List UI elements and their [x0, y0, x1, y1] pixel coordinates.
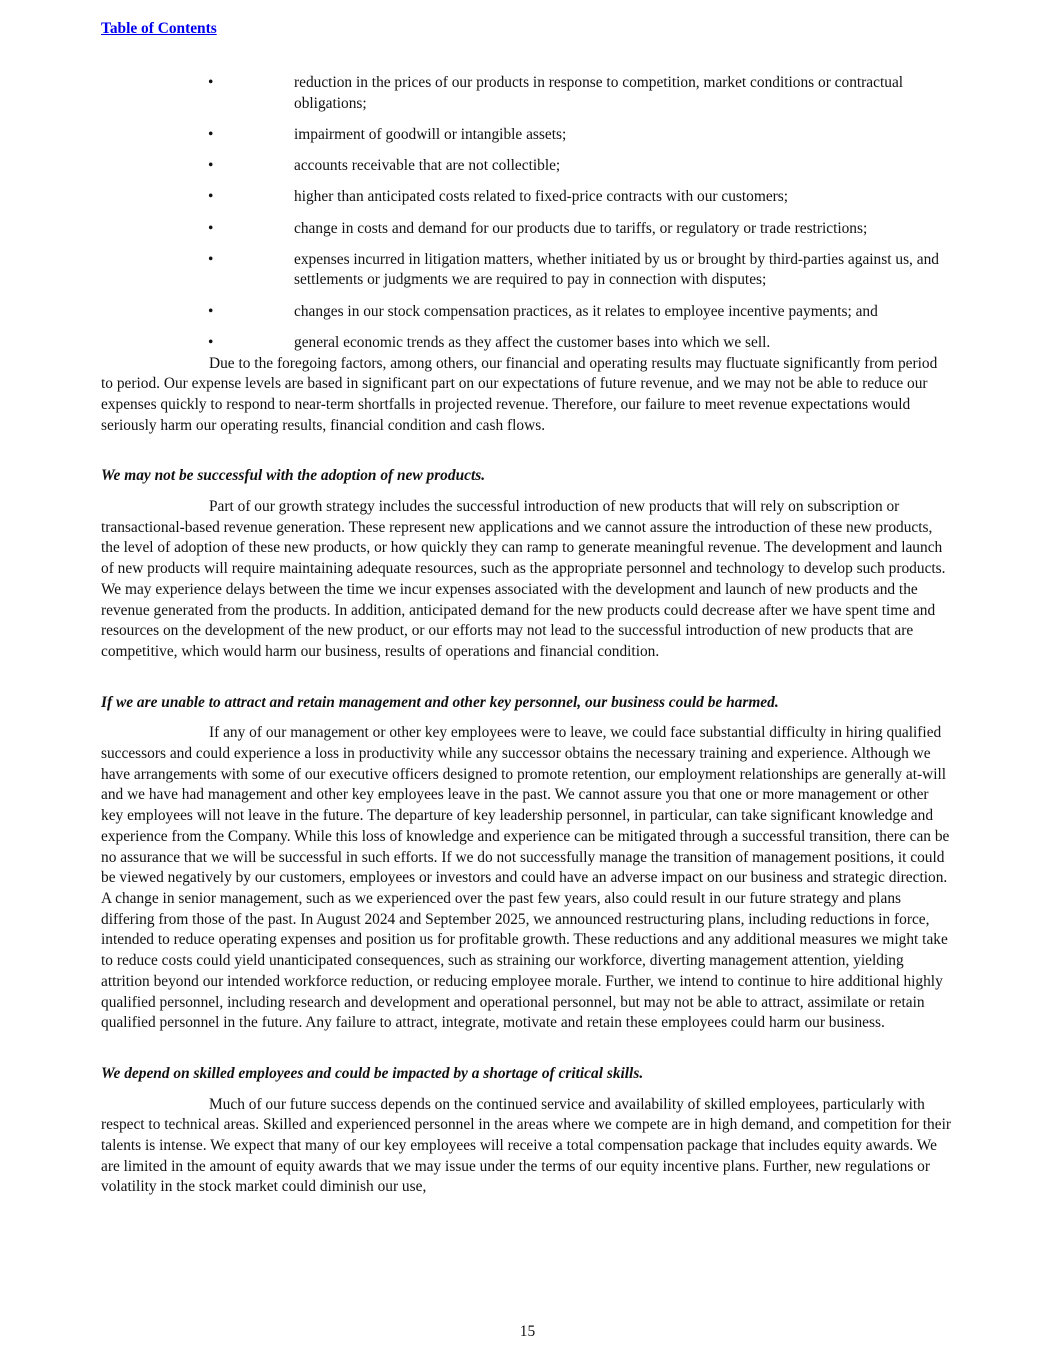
- list-item-text: accounts receivable that are not collectible;: [294, 157, 561, 175]
- list-item: [101, 302, 953, 323]
- list-item: [101, 73, 953, 114]
- bullet-icon: •: [208, 74, 214, 91]
- intro-paragraph: Due to the foregoing factors, among others, our financial and operating results may fluctuate significantly from period to period. Our expense levels are based in significant part on our expectations of future revenue, and we may not be able to reduce our expenses quickly to respond to near-term shortfalls in projected revenue. Therefore, our failure to meet revenue expectations would seriously harm our operating results, financial condition and cash flows.: [101, 354, 938, 434]
- list-item: [101, 125, 953, 146]
- bullet-icon: •: [208, 219, 214, 237]
- list-item-text: impairment of goodwill or intangible assets;: [294, 125, 567, 143]
- list-item-text: general economic trends as they affect the customer bases into which we sell.: [294, 333, 771, 351]
- list-item-text: higher than anticipated costs related to fixed-price contracts with our customers;: [294, 188, 789, 206]
- document-body: [101, 73, 953, 1198]
- list-item: [101, 156, 953, 177]
- table-of-contents-link[interactable]: Table of Contents: [101, 20, 217, 37]
- section-body-skilled-employees: Much of our future success depends on the continued service and availability of skilled employees, particularly with respect to technical areas. Skilled and experienced personnel in the areas where we compete are in high demand, and competition for their talents is intense. We expect that many of our key employees will receive a total compensation package that includes equity awards. We are limited in the amount of equity awards that we may issue under the terms of our equity incentive plans. Further, new regulations or volatility in the stock market could diminish our use,: [101, 1095, 951, 1196]
- list-item-text: expenses incurred in litigation matters, whether initiated by us or brought by third-parties against us, and settlements or judgments we are required to pay in connection with disputes;: [294, 250, 939, 289]
- section-heading-skilled-employees: We depend on skilled employees and could be impacted by a shortage of critical skills.: [101, 1064, 644, 1082]
- list-item: [101, 219, 953, 240]
- bullet-icon: •: [208, 125, 214, 143]
- bullet-icon: •: [208, 157, 214, 175]
- list-item-text: reduction in the prices of our products in response to competition, market conditions or contractual obligations;: [294, 74, 904, 112]
- section-heading-key-personnel: If we are unable to attract and retain management and other key personnel, our business could be harmed.: [101, 693, 779, 711]
- section-body-new-products: Part of our growth strategy includes the successful introduction of new products that will rely on subscription or transactional-based revenue generation. These represent new applications and we cannot assure the introduction of these new products, the level of adoption of these new products, or how quickly they can ramp to generate meaningful revenue. The development and launch of new products will require maintaining adequate resources, such as the appropriate personnel and technology to develop such products. We may experience delays between the time we incur expenses associated with the development and launch of new products and the revenue generated from the products. In addition, anticipated demand for the new products could decrease after we have spent time and resources on the development of the new product, or our efforts may not lead to the successful introduction of new products that are competitive, which would harm our business, results of operations and financial condition.: [101, 498, 946, 660]
- risk-factor-bullet-list: [101, 73, 953, 354]
- list-item-text: change in costs and demand for our products due to tariffs, or regulatory or trade restrictions;: [294, 219, 868, 237]
- section-body-key-personnel: If any of our management or other key employees were to leave, we could face substantial difficulty in hiring qualified successors and could experience a loss in productivity while any successor obtains the necessary training and experience. Although we have arrangements with some of our executive officers designed to promote retention, our employment relationships are generally at-will and we have had management and other key employees leave in the past. We cannot assure you that one or more management or other key employees will not leave in the future. The departure of key leadership personnel, in particular, can take significant knowledge and experience from the Company. While this loss of knowledge and experience can be mitigated through a successful transition, there can be no assurance that we will be successful in such efforts. If we do not successfully manage the transition of management positions, it could be viewed negatively by our customers, employees or investors and could have an adverse impact on our business and strategic direction. A change in senior management, such as we experienced over the past few years, also could result in our future strategy and plans differing from those of the past. In August 2024 and September 2025, we announced restructuring plans, including reductions in force, intended to reduce operating expenses and position us for profitable growth. These reductions and any additional measures we might take to reduce costs could yield unanticipated consequences, such as straining our workforce, diverting management attention, yielding attrition beyond our intended workforce reduction, or reducing employee morale. Further, we intend to continue to hire additional highly qualified personnel, including research and development and operational personnel, but may not be able to attract, assimilate or retain qualified personnel in the future. Any failure to attract, integrate, motivate and retain these employees could harm our business.: [101, 724, 950, 1032]
- list-item: [101, 187, 953, 208]
- list-item: [101, 333, 953, 354]
- list-item: [101, 250, 953, 291]
- bullet-icon: •: [208, 250, 214, 268]
- bullet-icon: •: [208, 188, 214, 206]
- list-item-text: changes in our stock compensation practices, as it relates to employee incentive payments; and: [294, 302, 878, 320]
- section-heading-new-products: We may not be successful with the adoption of new products.: [101, 467, 486, 485]
- bullet-icon: •: [208, 302, 214, 320]
- bullet-icon: •: [208, 333, 214, 351]
- page-number: 15: [519, 1323, 536, 1340]
